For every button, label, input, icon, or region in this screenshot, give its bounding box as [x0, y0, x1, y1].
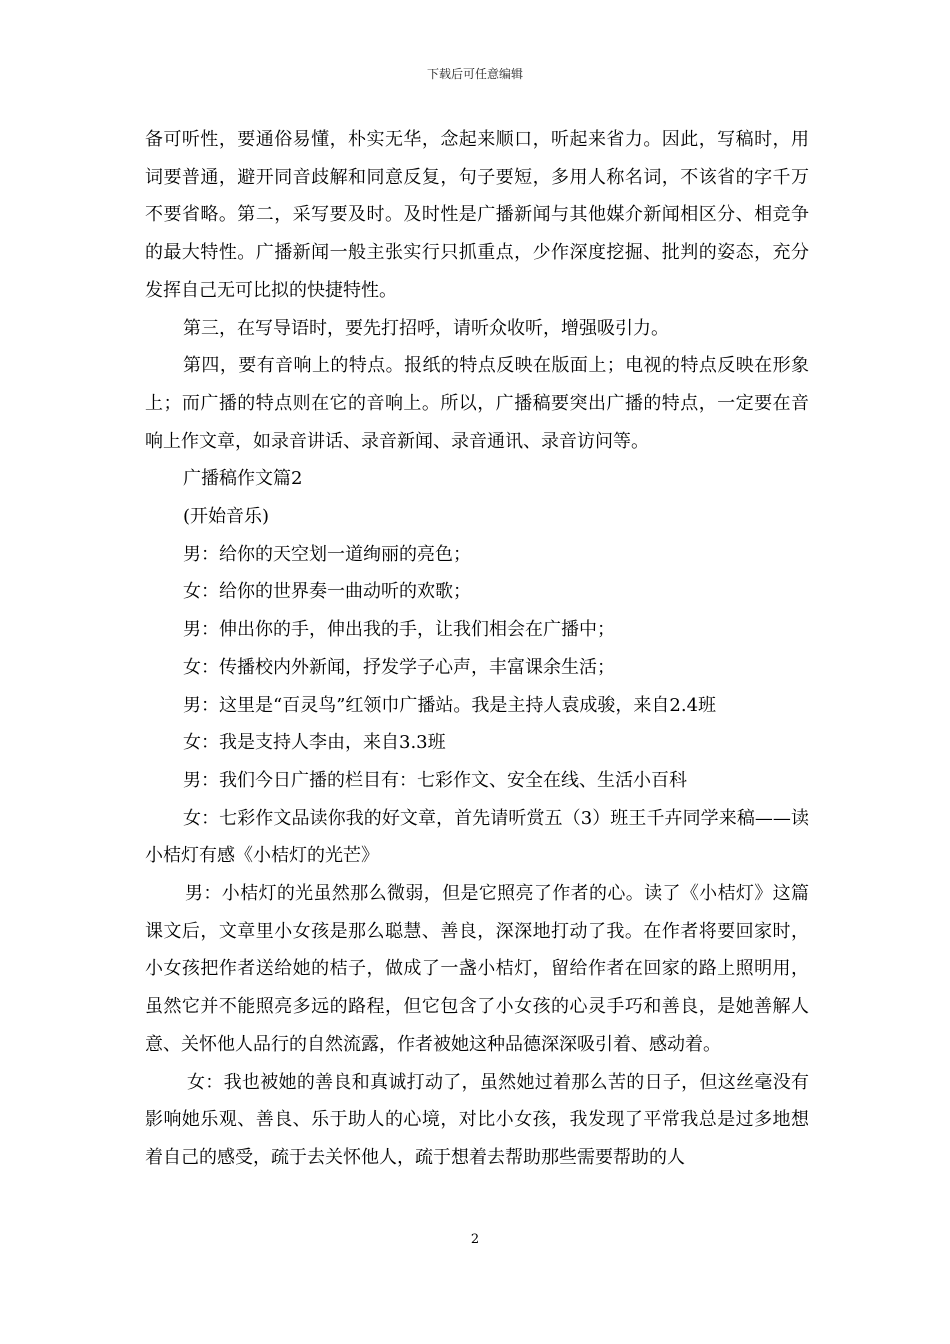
dialogue-line: 女：我也被她的善良和真诚打动了，虽然她过着那么苦的日子，但这丝毫没有影响她乐观、善良、乐于助人的心境，对比小女孩，我发现了平常我总是过多地想着自己的感受，疏于去关怀他人，疏于想着去帮助那些需要帮助的人 [145, 1071, 809, 1168]
paragraph-third-point: 第三，在写导语时，要先打招呼，请听众收听，增强吸引力。 [183, 317, 669, 339]
page-number: 2 [470, 1232, 480, 1247]
dialogue-line: 男：伸出你的手，伸出我的手，让我们相会在广播中； [183, 619, 615, 641]
paragraph-fourth-point: 第四，要有音响上的特点。报纸的特点反映在版面上；电视的特点反映在形象上；而广播的特点则在它的音响上。所以，广播稿要突出广播的特点，一定要在音响上作文章，如录音讲话、录音新闻、录音通讯、录音访问等。 [145, 355, 809, 452]
stage-direction: (开始音乐) [183, 506, 270, 528]
dialogue-line: 男：给你的天空划一道绚丽的亮色； [183, 543, 471, 565]
document-body [145, 121, 809, 1177]
dialogue-line: 男：我们今日广播的栏目有：七彩作文、安全在线、生活小百科 [183, 769, 687, 791]
paragraph-continuation: 备可听性，要通俗易懂，朴实无华，念起来顺口，听起来省力。因此，写稿时，用词要普通，避开同音歧解和同意反复，句子要短，多用人称名词，不该省的字千万不要省略。第二，采写要及时。及时性是广播新闻与其他媒介新闻相区分、相竞争的最大特性。广播新闻一般主张实行只抓重点，少作深度挖掘、批判的姿态，充分发挥自己无可比拟的快捷特性。 [145, 129, 809, 301]
section-heading: 广播稿作文篇2 [183, 468, 303, 490]
dialogue-line: 男：小桔灯的光虽然那么微弱，但是它照亮了作者的心。读了《小桔灯》这篇课文后，文章里小女孩是那么聪慧、善良，深深地打动了我。在作者将要回家时，小女孩把作者送给她的桔子，做成了一盏小桔灯，留给作者在回家的路上照明用，虽然它并不能照亮多远的路程，但它包含了小女孩的心灵手巧和善良，是她善解人意、关怀他人品行的自然流露，作者被她这种品德深深吸引着、感动着。 [145, 883, 809, 1055]
dialogue-line: 男：这里是“百灵鸟”红领巾广播站。我是主持人袁成骏，来自2.4班 [183, 694, 717, 716]
dialogue-line: 女：七彩作文品读你我的好文章，首先请听赏五（3）班王千卉同学来稿——读小桔灯有感《小桔灯的光芒》 [145, 807, 809, 867]
dialogue-line: 女：我是支持人李由，来自3.3班 [183, 732, 446, 754]
dialogue-line: 女：传播校内外新闻，抒发学子心声，丰富课余生活； [183, 656, 615, 678]
page-header: 下载后可任意编辑 [426, 67, 523, 81]
dialogue-line: 女：给你的世界奏一曲动听的欢歌； [183, 581, 471, 603]
